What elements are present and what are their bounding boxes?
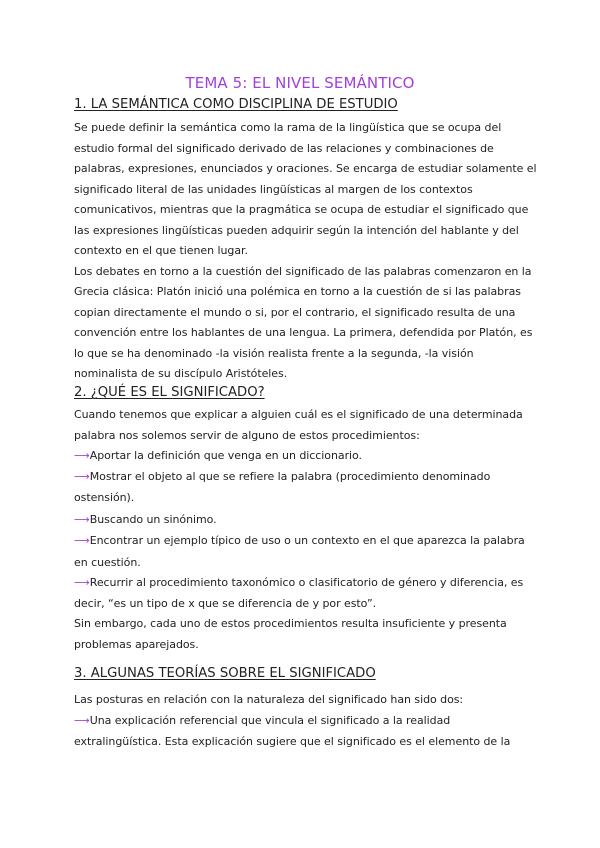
paragraph-line: lo que se ha denominado -la visión realista frente a la segunda, -la visión xyxy=(74,347,474,360)
arrow-icon: ⟶ xyxy=(74,470,90,483)
list-item: ⟶Mostrar el objeto al que se refiere la palabra (procedimiento denominado xyxy=(74,470,491,483)
paragraph-line: Se puede definir la semántica como la rama de la lingüística que se ocupa del xyxy=(74,121,502,134)
paragraph-line: Sin embargo, cada uno de estos procedimientos resulta insuficiente y presenta xyxy=(74,617,507,630)
paragraph-line: convención entre los hablantes de una lengua. La primera, defendida por Platón, es xyxy=(74,326,533,339)
paragraph-line: Los debates en torno a la cuestión del significado de las palabras comenzaron en la xyxy=(74,265,532,278)
paragraph-line: nominalista de su discípulo Aristóteles. xyxy=(74,367,288,380)
arrow-icon: ⟶ xyxy=(74,534,90,547)
list-item: ⟶Recurrir al procedimiento taxonómico o clasificatorio de género y diferencia, es xyxy=(74,576,524,589)
arrow-icon: ⟶ xyxy=(74,449,90,462)
section-2-heading: 2. ¿QUÉ ES EL SIGNIFICADO? xyxy=(74,385,265,400)
list-item-continuation: en cuestión. xyxy=(74,556,141,569)
list-item: ⟶Buscando un sinónimo. xyxy=(74,513,217,526)
arrow-icon: ⟶ xyxy=(74,513,90,526)
arrow-icon: ⟶ xyxy=(74,576,90,589)
list-item: ⟶Una explicación referencial que vincula el significado a la realidad xyxy=(74,714,451,727)
list-item: ⟶Encontrar un ejemplo típico de uso o un contexto en el que aparezca la palabra xyxy=(74,534,525,547)
paragraph-line: problemas aparejados. xyxy=(74,638,199,651)
list-item-continuation: decir, “es un tipo de x que se diferencia de y por esto”. xyxy=(74,597,377,610)
paragraph-line: las expresiones lingüísticas pueden adquirir según la intención del hablante y del xyxy=(74,224,519,237)
paragraph-line: extralingüística. Esta explicación sugiere que el significado es el elemento de la xyxy=(74,735,511,748)
paragraph-line: copian directamente el mundo o si, por el contrario, el significado resulta de una xyxy=(74,306,516,319)
paragraph-line: contexto en el que tienen lugar. xyxy=(74,244,248,257)
paragraph-line: palabras, expresiones, enunciados y oraciones. Se encarga de estudiar solamente el xyxy=(74,162,537,175)
section-3-heading: 3. ALGUNAS TEORÍAS SOBRE EL SIGNIFICADO xyxy=(74,666,376,681)
paragraph-line: Cuando tenemos que explicar a alguien cuál es el significado de una determinada xyxy=(74,408,523,421)
arrow-icon: ⟶ xyxy=(74,714,90,727)
list-item: ⟶Aportar la definición que venga en un diccionario. xyxy=(74,449,362,462)
paragraph-line: comunicativos, mientras que la pragmática se ocupa de estudiar el significado que xyxy=(74,203,529,216)
page-title: TEMA 5: EL NIVEL SEMÁNTICO xyxy=(185,74,415,92)
paragraph-line: estudio formal del significado derivado de las relaciones y combinaciones de xyxy=(74,142,494,155)
paragraph-line: palabra nos solemos servir de alguno de estos procedimientos: xyxy=(74,429,420,442)
section-1-heading: 1. LA SEMÁNTICA COMO DISCIPLINA DE ESTUDIO xyxy=(74,97,398,112)
paragraph-line: Las posturas en relación con la naturaleza del significado han sido dos: xyxy=(74,693,464,706)
list-item-continuation: ostensión). xyxy=(74,491,135,504)
paragraph-line: Grecia clásica: Platón inició una polémica en torno a la cuestión de si las palabras xyxy=(74,285,521,298)
paragraph-line: significado literal de las unidades lingüísticas al margen de los contextos xyxy=(74,183,473,196)
